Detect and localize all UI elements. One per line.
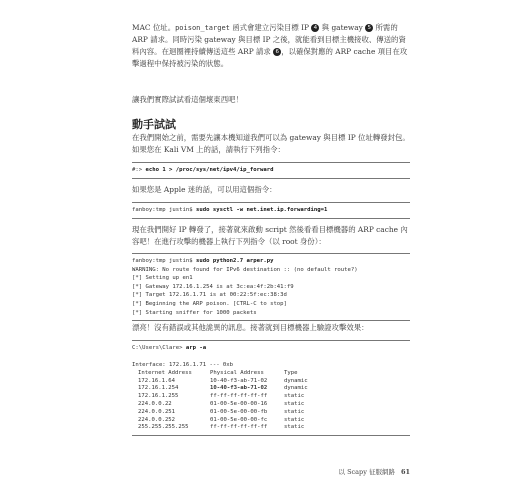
page-footer xyxy=(300,467,410,476)
callout-badge-4: 4 xyxy=(311,24,319,32)
arp-ip-cell: 224.0.0.22 xyxy=(138,400,172,407)
arp-header-cell: Type xyxy=(284,369,298,376)
arp-header-cell: Internet Address xyxy=(138,369,192,376)
arp-table xyxy=(138,370,308,432)
code-prompt: C:\Users\Clare> xyxy=(132,345,186,351)
arp-mac-cell: 01-00-5e-00-00-fc xyxy=(210,416,268,423)
paragraph-verify: 漂亮！沒有錯誤或其他詭異的訊息。接著就到目標機器上驗證攻擊效果： xyxy=(132,323,369,332)
code-command: sudo python2.7 arper.py xyxy=(196,258,274,264)
arp-table-row xyxy=(138,409,308,417)
arp-table-row xyxy=(138,385,308,393)
arp-mac-cell: ff-ff-ff-ff-ff-ff xyxy=(210,424,268,431)
code-block-arper xyxy=(132,253,410,321)
callout-badge-5: 5 xyxy=(365,24,373,32)
arp-type-cell: static xyxy=(284,416,305,423)
arp-mac-cell: ff-ff-ff-ff-ff-ff xyxy=(210,393,268,400)
arp-ip-cell: 224.0.0.251 xyxy=(138,408,176,415)
code-output-line: [*] Beginning the ARP poison. [CTRL-C to stop] xyxy=(132,300,287,307)
paragraph-run-script: 現在我們開好 IP 轉發了，接著就來啟動 script 然後看看目標機器的 ARP cache 內容吧！在進行攻擊的機器上執行下列指令（以 root 身份）： xyxy=(132,225,408,246)
code-command: arp -a xyxy=(185,345,207,351)
arp-ip-cell: 172.16.1.64 xyxy=(138,377,176,384)
arp-type-cell: dynamic xyxy=(284,377,308,384)
code-prompt: #:> xyxy=(132,167,146,173)
code-output-line: WARNING: No route found for IPv6 destination :: (no default route?) xyxy=(132,266,358,273)
arp-header-cell: Physical Address xyxy=(210,369,264,376)
footer-chapter-title: 以 Scapy 征服網路 xyxy=(338,468,395,476)
lets-try-paragraph: 讓我們實際試試看這個壞東西吧！ xyxy=(132,95,243,104)
arp-table-row xyxy=(138,378,308,386)
intro-text-2: 函式會建立污染目標 IP xyxy=(229,23,312,32)
code-prompt: fanboy:tmp justin$ xyxy=(132,258,196,264)
code-line-arp-cmd xyxy=(132,344,410,353)
code-line-arper-cmd xyxy=(132,257,410,266)
arp-mac-cell: 01-00-5e-00-00-fb xyxy=(210,408,268,415)
arp-interface-line: Interface: 172.16.1.71 --- 0xb xyxy=(132,362,234,369)
arp-ip-cell: 172.16.1.254 xyxy=(138,385,179,392)
page-number: 61 xyxy=(400,468,410,476)
callout-badge-6: 6 xyxy=(273,48,281,56)
arp-table-row xyxy=(138,401,308,409)
code-command: sudo sysctl -w net.inet.ip.forwarding=1 xyxy=(196,207,328,213)
code-block-kali xyxy=(132,162,410,179)
arp-ip-cell: 255.255.255.255 xyxy=(138,424,189,431)
code-output-line: [*] Starting sniffer for 1000 packets xyxy=(132,309,257,316)
section-heading: 動手試試 xyxy=(132,118,176,131)
arp-mac-cell: 10-40-f3-ab-71-02 xyxy=(210,385,268,392)
arp-table-row xyxy=(138,417,308,425)
arp-type-cell: static xyxy=(284,424,305,431)
paragraph-apple: 如果您是 Apple 迷的話，可以用這個指令： xyxy=(132,185,277,194)
paragraph-forwarding: 在我們開始之前，需要先讓本機知道我們可以為 gateway 與目標 IP 位址轉發封包。如果您在 Kali VM 上的話，請執行下列指令： xyxy=(132,133,410,154)
code-blank-line xyxy=(132,353,410,362)
arp-table-row xyxy=(138,424,308,432)
code-output-line: [*] Gateway 172.16.1.254 is at 3c:ea:4f:2b:41:f9 xyxy=(132,283,294,290)
arp-type-cell: static xyxy=(284,408,305,415)
code-line-apple xyxy=(132,206,410,215)
code-line-kali xyxy=(132,166,410,175)
inline-code-poison-target: poison_target xyxy=(175,24,230,32)
intro-text-5: ，以確保對應的 ARP cache 項目在攻擊過程中保持被污染的狀態。 xyxy=(132,47,408,68)
code-prompt: fanboy:tmp justin$ xyxy=(132,207,196,213)
arp-mac-cell: 10-40-f3-ab-71-02 xyxy=(210,377,268,384)
intro-text-3: 與 gateway xyxy=(319,23,366,32)
arp-type-cell: static xyxy=(284,393,305,400)
arp-table-body xyxy=(138,378,308,433)
code-command: echo 1 > /proc/sys/net/ipv4/ip_forward xyxy=(145,167,274,173)
intro-text-1: MAC 位址。 xyxy=(132,23,176,32)
code-block-apple xyxy=(132,202,410,219)
code-block-arp-table xyxy=(132,340,410,436)
arp-type-cell: static xyxy=(284,400,305,407)
arp-table-header xyxy=(138,370,308,378)
arp-type-cell: dynamic xyxy=(284,385,308,392)
code-output-line: [*] Setting up en1 xyxy=(132,275,193,282)
arp-table-row xyxy=(138,393,308,401)
intro-paragraph xyxy=(132,22,410,70)
intro-text-4: 所需的 ARP 請求。同時污染 gateway 與目標 IP 之後，就能看到目標主機接收、傳送的資料內容。在迴圈裡持續傳送這些 ARP 請求 xyxy=(132,23,406,56)
code-output-line: [*] Target 172.16.1.71 is at 00:22:5f:ec:38:3d xyxy=(132,292,287,299)
arp-ip-cell: 172.16.1.255 xyxy=(138,393,179,400)
arp-mac-cell: 01-00-5e-00-00-16 xyxy=(210,400,268,407)
arp-ip-cell: 224.0.0.252 xyxy=(138,416,176,423)
